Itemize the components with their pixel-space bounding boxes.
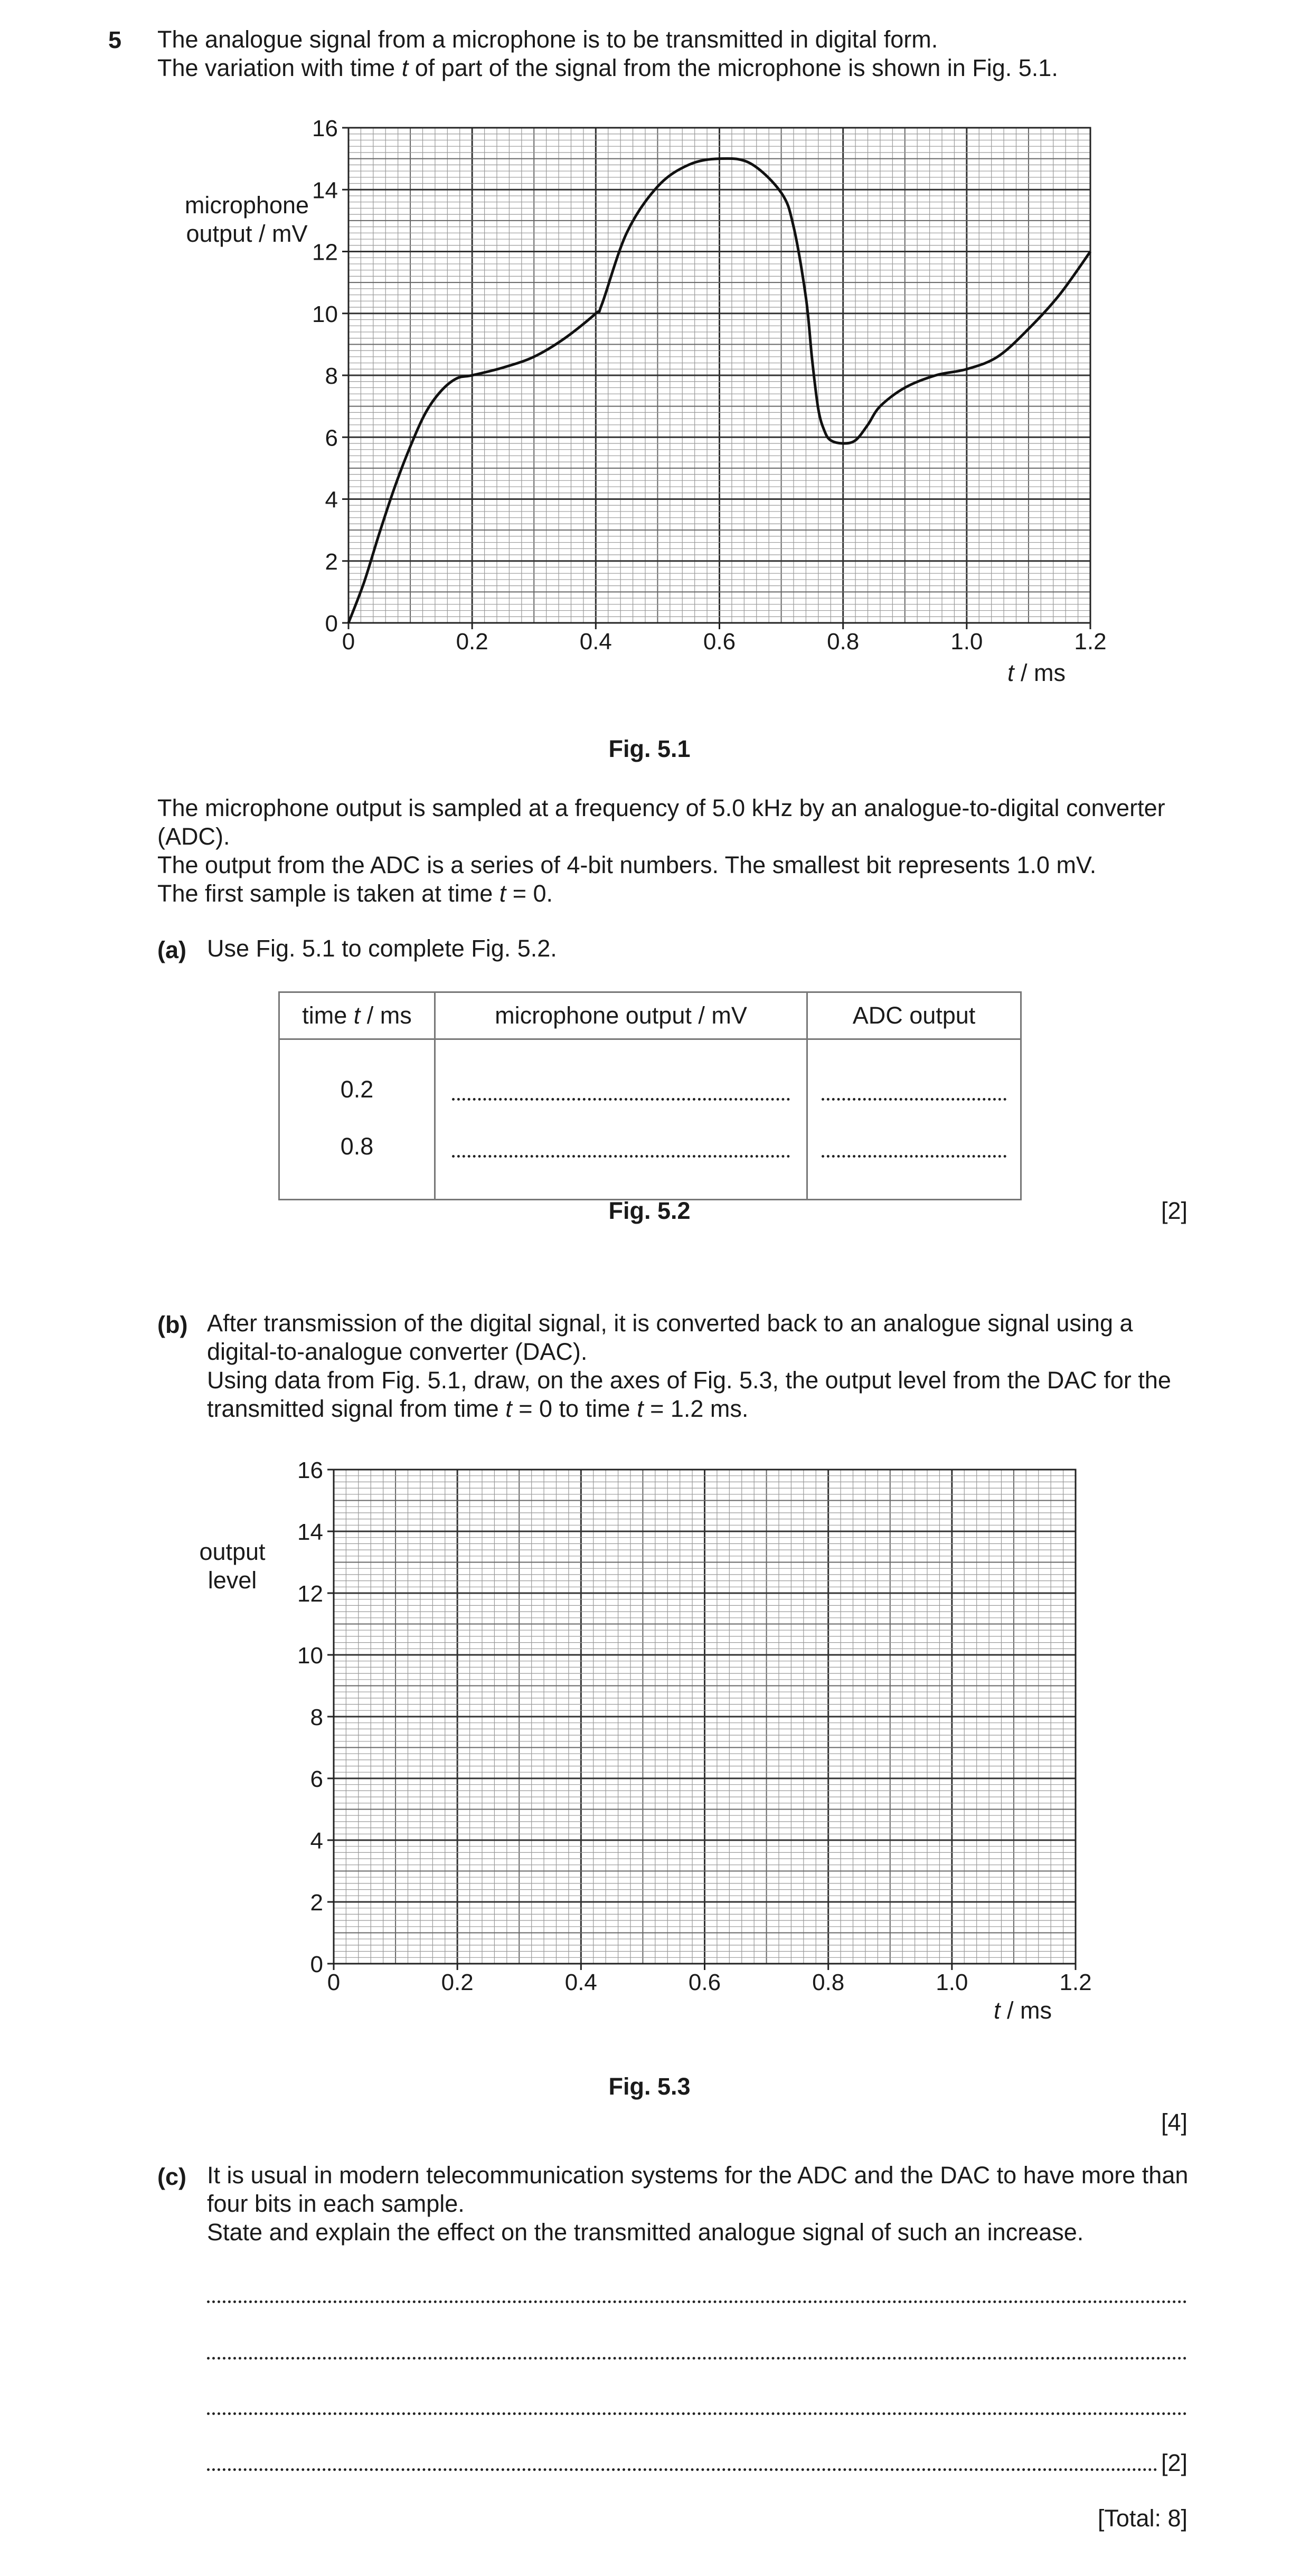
y-tick-label: 0 <box>310 1952 323 1977</box>
time-value-0.8: 0.8 <box>340 1133 374 1160</box>
grid <box>348 128 1090 623</box>
y-tick-label: 6 <box>325 425 338 451</box>
x-tick-label: 0.6 <box>688 1969 721 1995</box>
y-tick-label: 10 <box>312 301 338 327</box>
part-c-label: (c) <box>157 2163 186 2190</box>
fig52-table <box>278 991 1022 1200</box>
part-c-marks: [2] <box>1161 2449 1188 2476</box>
part-b-line-4: transmitted signal from time t = 0 to time t = 1.2 ms. <box>207 1395 749 1422</box>
intro-line-1: The analogue signal from a microphone is to be transmitted in digital form. <box>157 26 938 53</box>
x-tick-label: 0.4 <box>579 629 612 655</box>
y-tick-label: 2 <box>325 548 338 575</box>
fig51-chart <box>0 0 1310 739</box>
answer-line-3[interactable] <box>207 2391 1187 2415</box>
time-value-0.2: 0.2 <box>340 1076 374 1103</box>
grid <box>334 1470 1076 1964</box>
fig53-ylabel-line1: output <box>199 1538 266 1565</box>
x-tick-label: 0.8 <box>812 1969 845 1995</box>
x-tick-label: 1.2 <box>1074 629 1107 655</box>
part-c-line-2: four bits in each sample. <box>207 2190 465 2217</box>
fig51-ylabel-line1: microphone <box>184 192 309 219</box>
time-cell <box>279 1039 435 1200</box>
y-tick-label: 8 <box>310 1704 323 1730</box>
y-tick-label: 6 <box>310 1766 323 1792</box>
answer-adc-0.8[interactable] <box>808 1118 1020 1175</box>
y-tick-label: 14 <box>312 177 338 204</box>
question-number: 5 <box>108 26 122 53</box>
total-marks: [Total: 8] <box>1097 2505 1188 2532</box>
output-cell <box>435 1039 807 1200</box>
table-header-row <box>279 992 1021 1039</box>
part-b-label: (b) <box>157 1311 188 1338</box>
adc-cell <box>807 1039 1021 1200</box>
table-row <box>279 1039 1021 1200</box>
part-c-line-3: State and explain the effect on the transmitted analogue signal of such an increase. <box>207 2219 1084 2246</box>
table-header-time: time t / ms <box>279 992 435 1039</box>
x-tick-label: 0.4 <box>564 1969 597 1995</box>
x-tick-label: 0 <box>327 1969 341 1995</box>
fig51-xlabel: t / ms <box>1007 659 1066 686</box>
table-header-output: microphone output / mV <box>435 992 807 1039</box>
part-a-label: (a) <box>157 936 186 963</box>
y-tick-label: 12 <box>297 1581 323 1607</box>
info-line-3: The output from the ADC is a series of 4-bit numbers. The smallest bit represents 1.0 mV. <box>157 851 1097 878</box>
y-tick-label: 12 <box>312 239 338 266</box>
x-tick-label: 0.2 <box>456 629 488 655</box>
fig51-ylabel-line2: output / mV <box>186 220 308 247</box>
answer-output-0.2[interactable] <box>436 1061 806 1118</box>
y-tick-label: 4 <box>310 1828 323 1854</box>
intro-line-2: The variation with time t of part of the signal from the microphone is shown in Fig. 5.1. <box>157 54 1058 81</box>
info-line-4: The first sample is taken at time t = 0. <box>157 880 553 907</box>
y-tick-label: 0 <box>325 611 338 637</box>
answer-adc-0.2[interactable] <box>808 1061 1020 1118</box>
fig51-caption: Fig. 5.1 <box>608 735 691 762</box>
info-line-1: The microphone output is sampled at a frequency of 5.0 kHz by an analogue-to-digital converter <box>157 794 1165 821</box>
x-tick-label: 0.2 <box>441 1969 474 1995</box>
answer-line-2[interactable] <box>207 2336 1187 2360</box>
y-tick-label: 16 <box>312 116 338 141</box>
x-tick-label: 1.0 <box>936 1969 968 1995</box>
part-a-marks: [2] <box>1161 1197 1188 1224</box>
y-tick-label: 2 <box>310 1890 323 1916</box>
y-tick-label: 10 <box>297 1643 323 1669</box>
answer-line-1[interactable] <box>207 2279 1187 2303</box>
part-b-marks: [4] <box>1161 2109 1188 2136</box>
fig53-chart[interactable] <box>0 1425 1310 2059</box>
part-b-line-1: After transmission of the digital signal, it is converted back to an analogue signal using a <box>207 1310 1133 1337</box>
x-tick-label: 1.0 <box>950 629 983 655</box>
y-tick-label: 4 <box>325 487 338 513</box>
info-line-2: (ADC). <box>157 823 230 850</box>
fig52-caption: Fig. 5.2 <box>608 1197 691 1224</box>
answer-line-4[interactable] <box>207 2447 1157 2471</box>
answer-output-0.8[interactable] <box>436 1118 806 1175</box>
table-header-adc: ADC output <box>807 992 1021 1039</box>
part-c-line-1: It is usual in modern telecommunication systems for the ADC and the DAC to have more than <box>207 2162 1189 2189</box>
x-tick-label: 0 <box>342 629 355 655</box>
part-b-line-3: Using data from Fig. 5.1, draw, on the axes of Fig. 5.3, the output level from the DAC for the <box>207 1367 1171 1394</box>
fig53-xlabel: t / ms <box>994 1997 1052 2024</box>
y-tick-label: 8 <box>325 363 338 389</box>
x-tick-label: 1.2 <box>1059 1969 1092 1995</box>
y-tick-label: 14 <box>297 1519 323 1545</box>
part-a-text: Use Fig. 5.1 to complete Fig. 5.2. <box>207 935 557 962</box>
fig53-ylabel-line2: level <box>208 1567 257 1594</box>
fig53-caption: Fig. 5.3 <box>608 2073 691 2100</box>
x-tick-label: 0.6 <box>703 629 736 655</box>
y-tick-label: 16 <box>297 1457 323 1483</box>
x-tick-label: 0.8 <box>827 629 860 655</box>
part-b-line-2: digital-to-analogue converter (DAC). <box>207 1338 588 1365</box>
